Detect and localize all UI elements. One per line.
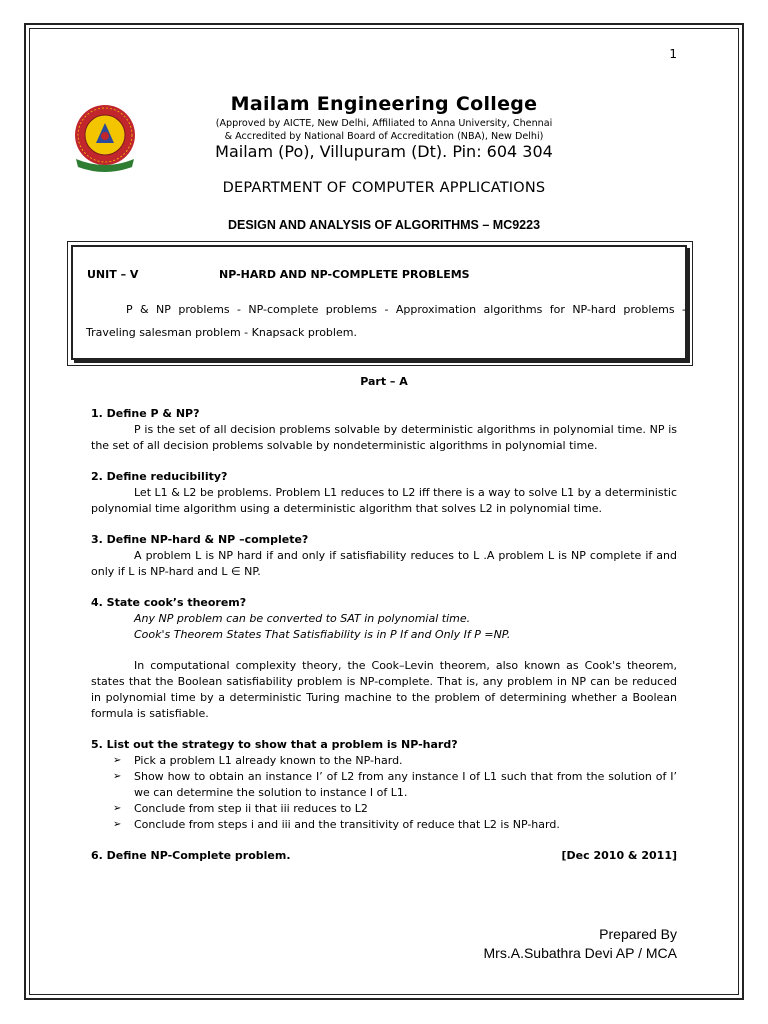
unit-label: UNIT – V: [87, 268, 139, 281]
college-name: Mailam Engineering College: [230, 93, 538, 115]
strategy-list: [91, 753, 677, 833]
author-name: Mrs.A.Subathra Devi AP / MCA: [483, 945, 677, 961]
question-heading: 6. Define NP-Complete problem.: [91, 849, 291, 862]
arrow-bullet-icon: ➢: [113, 771, 122, 782]
question-2: [91, 469, 677, 517]
arrow-bullet-icon: ➢: [113, 755, 122, 766]
answer-text: In computational complexity theory, the Cook–Levin theorem, also known as Cook's theorem, states that the Boolean satisfiability problem is NP-complete. That is, any problem in NP can be reduced in polynomial time by a deterministic Turing machine to the problem of determining whether a Boolean formula is satisfiable.: [91, 659, 677, 720]
questions-section: [91, 406, 677, 864]
question-1: [91, 406, 677, 454]
prepared-by-label: Prepared By: [599, 926, 677, 942]
arrow-bullet-icon: ➢: [113, 819, 122, 830]
answer-text: P is the set of all decision problems solvable by deterministic algorithms in polynomial time. NP is the set of all decision problems solvable by nondeterministic algorithms in polynomial time.: [91, 423, 677, 452]
answer-text: Let L1 & L2 be problems. Problem L1 reduces to L2 iff there is a way to solve L1 by a deterministic polynomial time algorithm using a deterministic algorithm that solves L2 in polynomial time.: [91, 486, 677, 515]
question-heading: 4. State cook’s theorem?: [91, 596, 247, 609]
list-item: ➢ Conclude from steps i and iii and the transitivity of reduce that L2 is NP-hard.: [113, 818, 560, 831]
italic-statement: Any NP problem can be converted to SAT in polynomial time.: [134, 612, 471, 625]
list-item: ➢ Pick a problem L1 already known to the NP-hard.: [113, 754, 403, 767]
question-heading: 3. Define NP-hard & NP –complete?: [91, 533, 309, 546]
accreditation-note: (Approved by AICTE, New Delhi, Affiliated to Anna University, Chennai & Accredited by National Board of Accreditation (NBA), New Delhi): [215, 118, 553, 142]
list-item: ➢ Conclude from step ii that iii reduces to L2: [113, 802, 368, 815]
unit-title: NP-HARD AND NP-COMPLETE PROBLEMS: [219, 268, 470, 281]
list-item: ➢ Show how to obtain an instance I’ of L2 from any instance I of L1 such that from the solution of I’ we can determine the solution to instance I of L1.: [113, 770, 677, 799]
exam-date-tag: [Dec 2010 & 2011]: [561, 849, 677, 862]
question-heading: 2. Define reducibility?: [91, 470, 228, 483]
italic-statement: Cook's Theorem States That Satisfiability is in P If and Only If P =NP.: [134, 628, 511, 641]
arrow-bullet-icon: ➢: [113, 803, 122, 814]
question-5: [91, 737, 677, 833]
college-address: Mailam (Po), Villupuram (Dt). Pin: 604 304: [215, 142, 553, 161]
question-3: [91, 532, 677, 580]
page-number: 1: [669, 47, 677, 61]
answer-text: A problem L is NP hard if and only if satisfiability reduces to L .A problem L is NP complete if and only if L is NP-hard and L ∈ NP.: [91, 549, 677, 578]
unit-description: P & NP problems - NP-complete problems - Approximation algorithms for NP-hard problems - Traveling salesman problem - Knapsack problem.: [86, 303, 686, 339]
prepared-by: [484, 925, 677, 963]
question-6: [91, 848, 677, 864]
part-title: Part – A: [360, 375, 408, 388]
question-heading: 1. Define P & NP?: [91, 407, 200, 420]
department-title: DEPARTMENT OF COMPUTER APPLICATIONS: [222, 180, 546, 196]
question-heading: 5. List out the strategy to show that a problem is NP-hard?: [91, 738, 458, 751]
subject-title: DESIGN AND ANALYSIS OF ALGORITHMS – MC9223: [227, 218, 541, 232]
question-4: [91, 595, 677, 722]
